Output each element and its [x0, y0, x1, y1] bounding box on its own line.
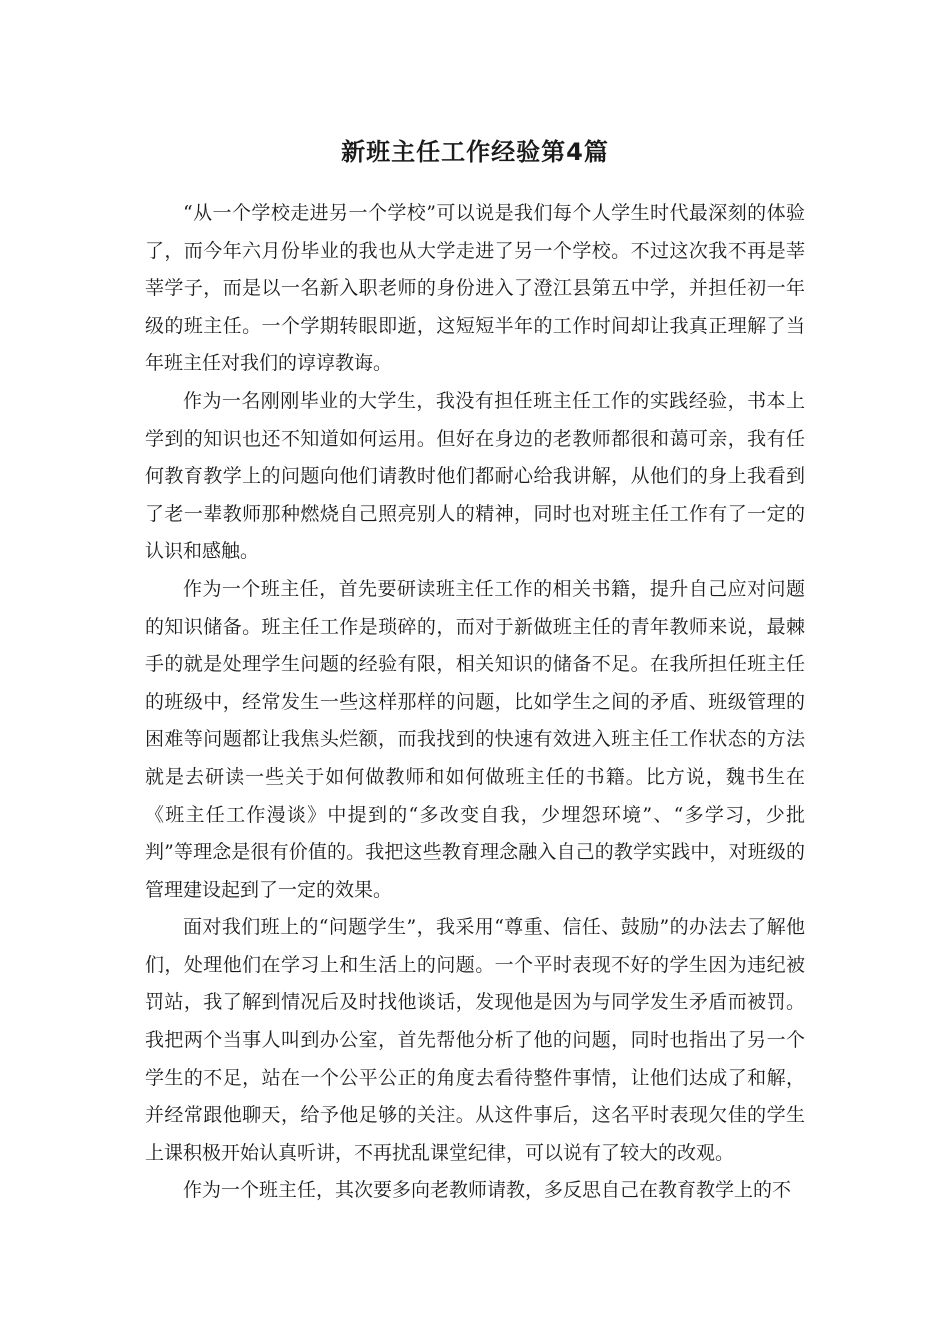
paragraph-2: 作为一名刚刚毕业的大学生，我没有担任班主任工作的实践经验，书本上学到的知识也还不知道如何运用。但好在身边的老教师都很和蔼可亲，我有任何教育教学上的问题向他们请教时他们都耐心给我讲解，从他们的身上我看到了老一辈教师那种燃烧自己照亮别人的精神，同时也对班主任工作有了一定的认识和感触。 — [145, 389, 805, 563]
paragraph-3: 作为一个班主任，首先要研读班主任工作的相关书籍，提升自己应对问题的知识储备。班主任工作是琐碎的，而对于新做班主任的青年教师来说，最棘手的就是处理学生问题的经验有限，相关知识的储备不足。在我所担任班主任的班级中，经常发生一些这样那样的问题，比如学生之间的矛盾、班级管理的困难等问题都让我焦头烂额，而我找到的快速有效进入班主任工作状态的方法就是去研读一些关于如何做教师和如何做班主任的书籍。比方说，魏书生在《班主任工作漫谈》中提到的“多改变自我，少埋怨环境”、“多学习，少批判”等理念是很有价值的。我把这些教育理念融入自己的教学实践中，对班级的管理建设起到了一定的效果。 — [145, 577, 805, 901]
paragraph-1: “从一个学校走进另一个学校”可以说是我们每个人学生时代最深刻的体验了，而今年六月份毕业的我也从大学走进了另一个学校。不过这次我不再是莘莘学子，而是以一名新入职老师的身份进入了澄江县第五中学，并担任初一年级的班主任。一个学期转眼即逝，这短短半年的工作时间却让我真正理解了当年班主任对我们的谆谆教诲。 — [145, 202, 805, 375]
paragraph-5: 作为一个班主任，其次要多向老教师请教，多反思自己在教育教学上的不 — [183, 1179, 792, 1202]
document-title: 新班主任工作经验第4篇 — [341, 138, 609, 166]
document-body — [145, 195, 805, 1210]
paragraph-4: 面对我们班上的“问题学生”，我采用“尊重、信任、鼓励”的办法去了解他们，处理他们在学习上和生活上的问题。一个平时表现不好的学生因为违纪被罚站，我了解到情况后及时找他谈话，发现他是因为与同学发生矛盾而被罚。我把两个当事人叫到办公室，首先帮他分析了他的问题，同时也指出了另一个学生的不足，站在一个公平公正的角度去看待整件事情，让他们达成了和解，并经常跟他聊天，给予他足够的关注。从这件事后，这名平时表现欠佳的学生上课积极开始认真听讲，不再扰乱课堂纪律，可以说有了较大的改观。 — [145, 916, 805, 1164]
